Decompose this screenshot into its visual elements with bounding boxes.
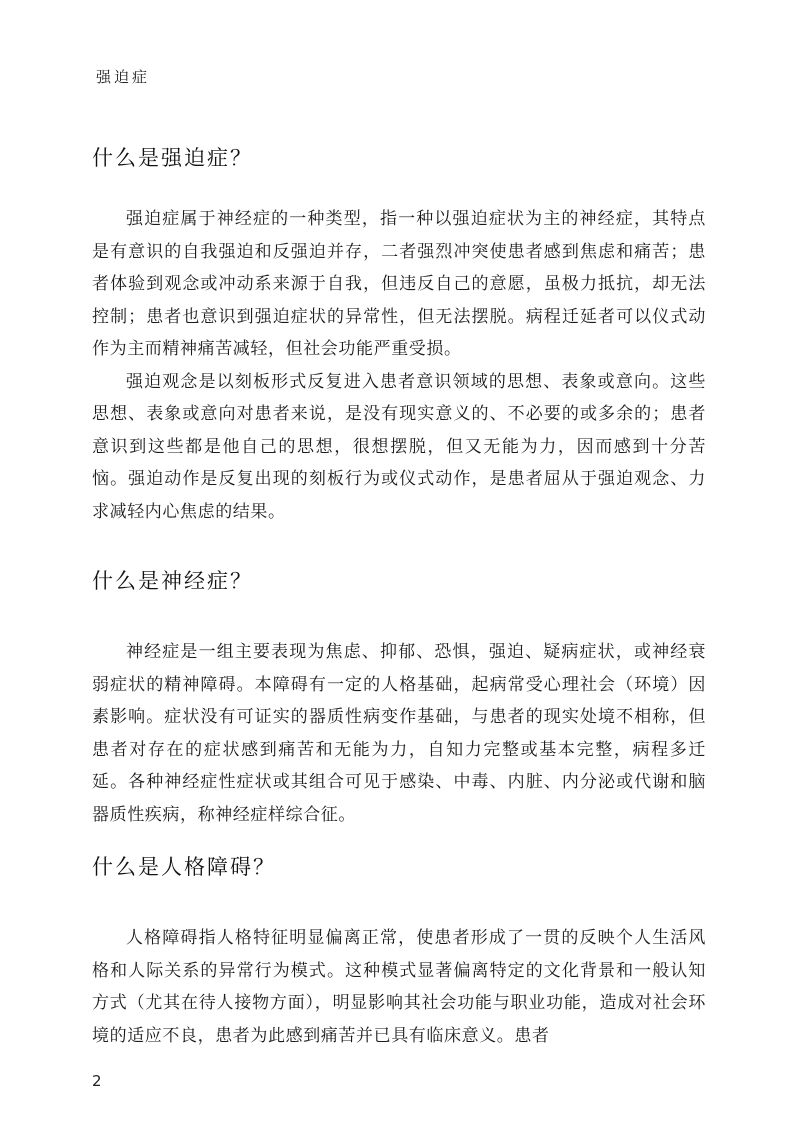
running-head: 强迫症 <box>96 68 151 86</box>
section-title: 什么是神经症？ <box>92 569 253 593</box>
page-number: 2 <box>92 1072 102 1090</box>
section-title: 什么是强迫症？ <box>92 146 253 170</box>
section-title: 什么是人格障碍？ <box>92 855 276 879</box>
section-neurosis <box>92 566 706 831</box>
section-ocd <box>92 143 706 528</box>
body-paragraph: 强迫症属于神经症的一种类型，指一种以强迫症状为主的神经症，其特点是有意识的自我强迫和反强迫并存，二者强烈冲突使患者感到焦虑和痛苦；患者体验到观念或冲动系来源于自我，但违反自己的意愿，虽极力抵抗，却无法控制；患者也意识到强迫症状的异常性，但无法摆脱。病程迁延者可以仪式动作为主而精神痛苦减轻，但社会功能严重受损。 <box>92 209 706 359</box>
body-paragraph: 强迫观念是以刻板形式反复进入患者意识领域的思想、表象或意向。这些思想、表象或意向对患者来说，是没有现实意义的、不必要的或多余的；患者意识到这些都是他自己的思想，很想摆脱，但又无能为力，因而感到十分苦恼。强迫动作是反复出现的刻板行为或仪式动作，是患者屈从于强迫观念、力求减轻内心焦虑的结果。 <box>92 371 706 522</box>
section-personality-disorder <box>92 852 706 1052</box>
body-paragraph: 人格障碍指人格特征明显偏离正常，使患者形成了一贯的反映个人生活风格和人际关系的异常行为模式。这种模式显著偏离特定的文化背景和一般认知方式（尤其在待人接物方面），明显影响其社会功能与职业功能，造成对社会环境的适应不良，患者为此感到痛苦并已具有临床意义。患者 <box>92 928 706 1046</box>
body-paragraph: 神经症是一组主要表现为焦虑、抑郁、恐惧，强迫、疑病症状，或神经衰弱症状的精神障碍。本障碍有一定的人格基础，起病常受心理社会（环境）因素影响。症状没有可证实的器质性病变作基础，与患者的现实处境不相称，但患者对存在的症状感到痛苦和无能为力，自知力完整或基本完整，病程多迁延。各种神经症性症状或其组合可见于感染、中毒、内脏、内分泌或代谢和脑器质性疾病，称神经症样综合征。 <box>92 642 706 825</box>
